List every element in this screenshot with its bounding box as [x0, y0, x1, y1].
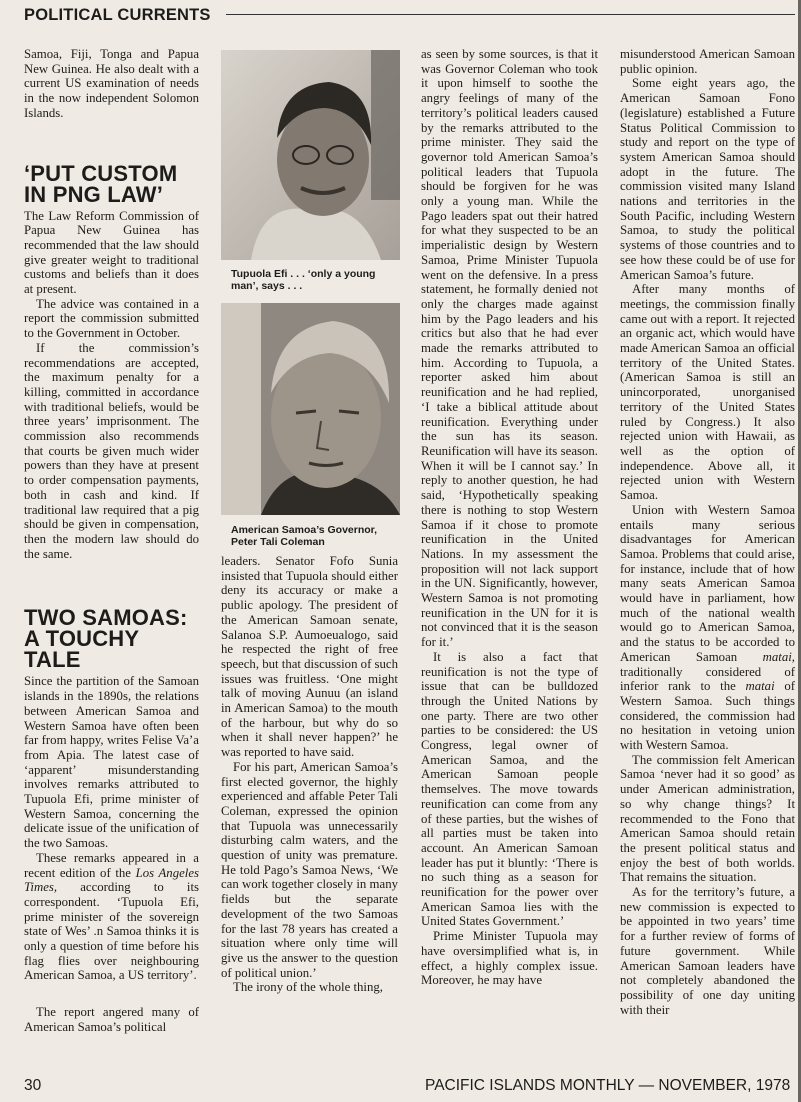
paragraph: These remarks appeared in a recent edition of the Los Angeles Times, according to its correspondent. ‘Tupuola Efi, prime minister of the sovereign state of Wes’ .n Samoa thinks it is only a question of time before his flag flies over neighbouring American Samoa, a US territory’. — [24, 850, 199, 983]
section-title: POLITICAL CURRENTS — [24, 6, 211, 24]
paragraph: leaders. Senator Fofo Sunia insisted that Tupuola should either deny its accuracy or make a public apology. The president of the American Samoan senate, Salanoa S.P. Aumoeualogo, said he respected the right of free speech, but that discussion of such issues was fruitless. ‘One might talk of moving Aunuu (an island in American Samoa) to the mouth of the harbour, but why do so when it shall never happen?’ he was reported to have said. — [221, 554, 398, 760]
paragraph: as seen by some sources, is that it was Governor Coleman who took it upon himself to soothe the angry feelings of many of the territory’s political leaders caused by the remarks attributed to the prime minister. They said the governor told American Samoa’s political leaders that Tupuola should be forgiven for he was only a young man. While the Pago leaders spat out their hatred for what they suspected to be an imperialistic design by Western Samoa, Prime Minister Tupuola went on the defensive. In a press statement, he formally denied not only the charges made against him by the Pago leaders and his critics but also that he had ever made the remarks attributed to him. According to Tupuola, a reporter asked him about reunification and he had replied, ‘I take a biblical attitude about reunification. Everything under the sun has its season. Reunification will have its season. When it will be I cannot say.’ In reply to another question, he had said, ‘Hypothetically speaking there is nothing to stop Western Samoa if it chose to promote reunification in the United Nations. In my assessment the proposition will not lack support in the UN. Significantly, however, Western Samoa is not promoting reunification in the UN for it is not convinced that it is the season for it.’ — [421, 47, 598, 650]
column-4 — [620, 47, 795, 1049]
column-1 — [24, 47, 199, 1047]
headline-two-samoas: TWO SAMOAS: A TOUCHY TALE — [24, 605, 188, 673]
paragraph: The Law Reform Commission of Papua New Guinea has recommended that the law should give greater weight to traditional customs and beliefs than it does at present. — [24, 208, 199, 297]
paragraph: After many months of meetings, the commission finally came out with a report. It rejected an organic act, which would have made American Samoa an official territory of the United States. (American Samoa is still an unincorporated, unorganised territory of the United States ruled by Congress.) It also rejected union with Hawaii, as well as the option of independence. Above all, it rejected union with Western Samoa. — [620, 282, 795, 503]
paragraph: The advice was contained in a report the commission submitted to the Government in October. — [24, 296, 199, 341]
paragraph: The report angered many of American Samoa’s political — [24, 1005, 199, 1034]
paragraph: Some eight years ago, the American Samoan Fono (legislature) established a Future Status Political Commission to study and report on the type of system American Samoa should adopt in the future. The commission visited many Island nations and territories in the South Pacific, including Western Samoa, to study the political systems of those countries and to see how these could be of use for American Samoa’s future. — [620, 76, 795, 282]
column-2 — [221, 554, 398, 1049]
paragraph: misunderstood American Samoan public opinion. — [620, 47, 795, 76]
photo-caption-2: American Samoa’s Governor, Peter Tali Coleman — [231, 524, 378, 548]
paragraph: The commission felt American Samoa ‘never had it so good’ as under American administration, so why change things? It recommended to the Fono that American Samoa should retain the present political status and enjoy the best of both worlds. That remains the situation. — [620, 752, 795, 885]
paragraph: For his part, American Samoa’s first elected governor, the highly experienced and affable Peter Tali Coleman, expressed the opinion that Tupuola was unnecessarily disturbing calm waters, and the question of unity was premature. He told Pago’s Samoa News, ‘We can work together closely in many fields but the separate development of the two Samoas for the last 78 years has created a situation where only time will give us the answer to the question of political union.’ — [221, 759, 398, 980]
publication-footer: PACIFIC ISLANDS MONTHLY — NOVEMBER, 1978 — [425, 1077, 791, 1094]
paragraph: As for the territory’s future, a new commission is expected to be appointed in two years’ time for a further review of forms of future government. While American Samoan leaders have not completely abandoned the possibility of one day uniting with their — [620, 885, 795, 1017]
header-rule — [226, 14, 795, 15]
intro-paragraph: Samoa, Fiji, Tonga and Papua New Guinea. He also dealt with a current US examination of needs in the now independent Solomon Islands. — [24, 47, 199, 120]
paragraph: Since the partition of the Samoan islands in the 1890s, the relations between American Samoa and Western Samoa have often been far from happy, writes Felise Va’a from Apia. The latest case of ‘apparent’ misunderstanding involves remarks attributed to Tupuola Efi, prime minister of Western Samoa, concerning the delicate issue of the unification of the two Samoas. — [24, 674, 199, 851]
photo-tupuola-efi — [221, 50, 400, 260]
paragraph: If the commission’s recommendations are accepted, the maximum penalty for a killing, committed in accordance with traditional beliefs, would be three years’ imprisonment. The commission also recommends that courts be given much wider powers than they have at present to order compensation payments, both in cash and kind. If traditional law required that a pig should be given in compensation, then the modern law should do the same. — [24, 340, 199, 561]
headline-png-law: ‘PUT CUSTOM IN PNG LAW’ — [24, 160, 178, 207]
photo-governor-coleman — [221, 303, 400, 515]
paragraph: Union with Western Samoa entails many serious disadvantages for American Samoa. Problems that could arise, for instance, include that of how many seats American Samoa would have in parliament, how much of the national wealth would go to American Samoa, and the status to be accorded to American Samoan matai, traditionally considered of inferior rank to the matai of Western Samoa. Such things considered, the commission had no hesitation in vetoing union with Western Samoa. — [620, 502, 795, 753]
page-number: 30 — [24, 1077, 42, 1094]
column-3 — [421, 47, 598, 1049]
paragraph: The irony of the whole thing, — [233, 980, 383, 995]
paragraph: It is also a fact that reunification is not the type of issue that can be bulldozed through the United Nations by one party. There are two other parties to be considered: the US Congress, legal owner of American Samoa, and the American Samoan people themselves. The move towards reunification can come from any of these parties, but the wishes of all parties must be taken into account. An American Samoan leader has put it bluntly: ‘There is no such thing as a season for reunification for the power over American Samoa lies with the United States Government.’ — [421, 649, 598, 929]
photo-caption-1: Tupuola Efi . . . ‘only a young man’, says . . . — [231, 268, 376, 292]
paragraph: Prime Minister Tupuola may have oversimplified what is, in effect, a highly complex issue. Moreover, he may have — [421, 929, 598, 988]
